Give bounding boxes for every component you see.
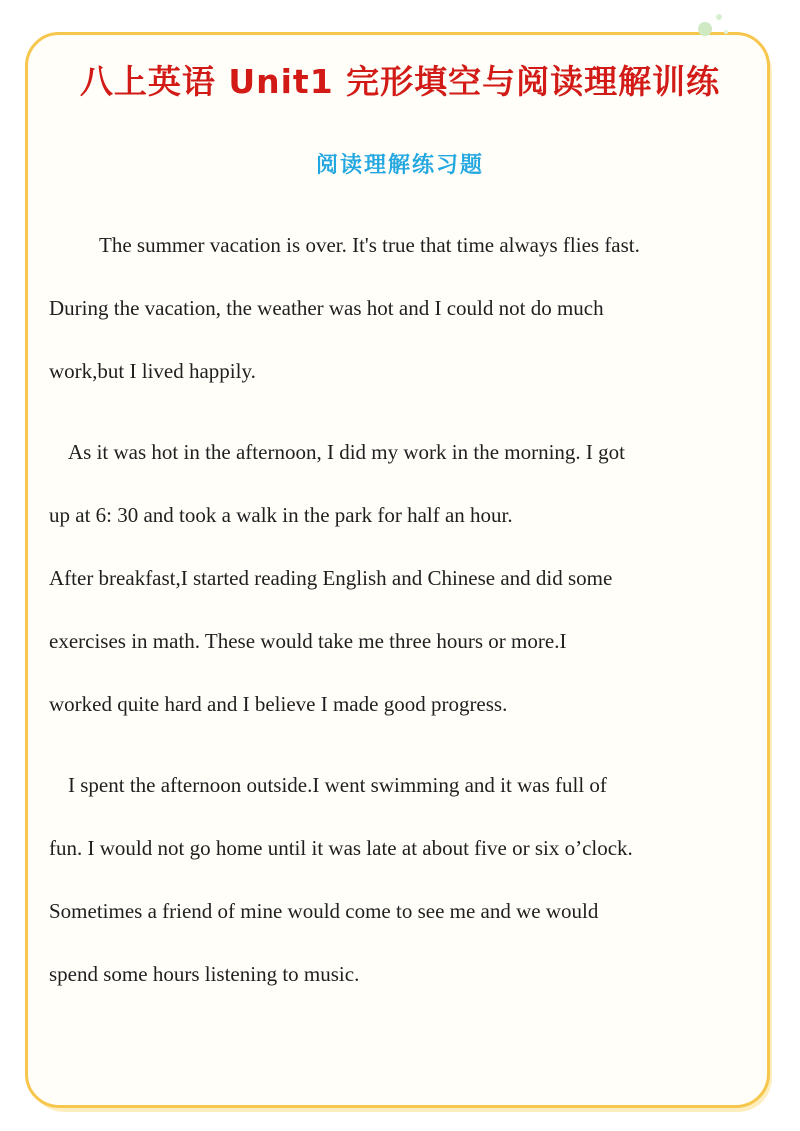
text-line: As it was hot in the afternoon, I did my work in the morning. I got: [68, 440, 626, 464]
decor-dot: [724, 30, 728, 34]
text-line: up at 6: 30 and took a walk in the park for half an hour.: [49, 503, 513, 527]
decor-dot: [716, 14, 722, 20]
reading-passage: [49, 228, 769, 1020]
text-line: work,but I lived happily.: [49, 359, 256, 383]
text-line: fun. I would not go home until it was late at about five or six o’clock.: [49, 836, 633, 860]
text-line: During the vacation, the weather was hot and I could not do much: [49, 296, 604, 320]
text-line: I spent the afternoon outside.I went swimming and it was full of: [68, 773, 607, 797]
text-line: exercises in math. These would take me three hours or more.I: [49, 629, 567, 653]
paragraph-2: [49, 435, 769, 750]
paragraph-3: [49, 768, 769, 1020]
paragraph-1: [49, 228, 769, 417]
page-title: 八上英语 Unit1 完形填空与阅读理解训练: [79, 62, 721, 101]
decor-dot: [698, 22, 712, 36]
text-line: worked quite hard and I believe I made good progress.: [49, 692, 508, 716]
section-subtitle: 阅读理解练习题: [315, 153, 484, 178]
text-line: spend some hours listening to music.: [49, 962, 360, 986]
text-line: The summer vacation is over. It's true that time always flies fast.: [99, 233, 640, 257]
text-line: Sometimes a friend of mine would come to see me and we would: [49, 899, 599, 923]
text-line: After breakfast,I started reading English and Chinese and did some: [49, 566, 613, 590]
